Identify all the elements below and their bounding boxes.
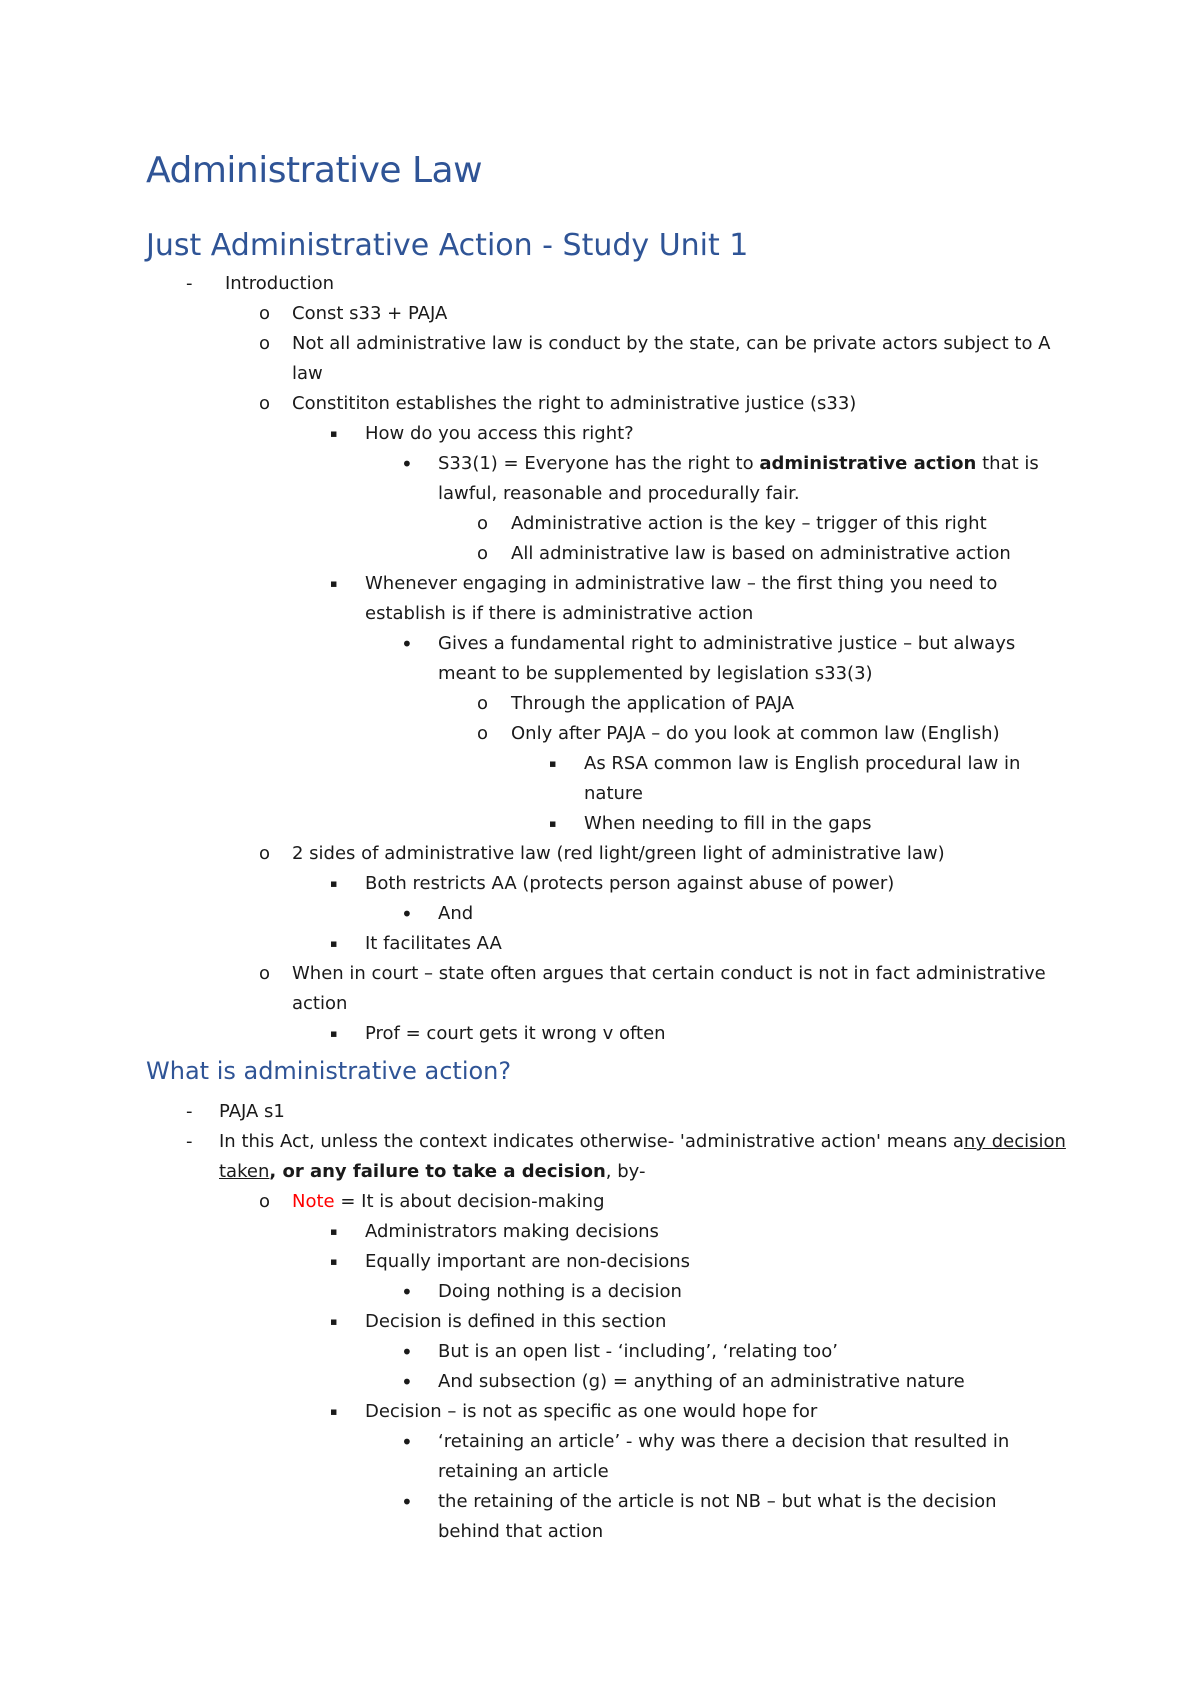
dot-bullet: • [401, 1340, 413, 1364]
dot-bullet: • [401, 1370, 413, 1394]
dot-bullet: • [401, 1280, 413, 1304]
dot-bullet: • [401, 452, 413, 476]
square-bullet: ▪ [330, 1027, 338, 1040]
square-bullet: ▪ [330, 577, 338, 590]
note-label: Note [292, 1191, 335, 1212]
list-item: All administrative law is based on administrative action [511, 543, 1011, 564]
dash-bullet: - [186, 1101, 193, 1122]
underlined-text: taken [219, 1161, 270, 1182]
list-item: Only after PAJA – do you look at common law (English) [511, 723, 1000, 744]
list-item: Administrators making decisions [365, 1221, 659, 1242]
list-item-continuation: behind that action [438, 1521, 604, 1542]
list-item-continuation: establish is if there is administrative action [365, 603, 754, 624]
list-item-continuation: law [292, 363, 323, 384]
list-item: And [438, 903, 474, 924]
bold-text: administrative action [759, 453, 977, 474]
square-bullet: ▪ [549, 817, 557, 830]
list-item: How do you access this right? [365, 423, 634, 444]
list-item: Through the application of PAJA [511, 693, 795, 714]
list-item: And subsection (g) = anything of an administrative nature [438, 1371, 965, 1392]
list-item: It facilitates AA [365, 933, 502, 954]
square-bullet: ▪ [330, 877, 338, 890]
square-bullet: ▪ [330, 1315, 338, 1328]
circle-bullet: o [259, 1191, 271, 1212]
list-item-continuation: lawful, reasonable and procedurally fair. [438, 483, 800, 504]
square-bullet: ▪ [549, 757, 557, 770]
heading-what-is-administrative-action: What is administrative action? [146, 1057, 512, 1085]
list-item: Gives a fundamental right to administrative justice – but always [438, 633, 1016, 654]
list-item: Const s33 + PAJA [292, 303, 448, 324]
list-item: Decision – is not as specific as one would hope for [365, 1401, 818, 1422]
bold-text: , or any failure to take a decision [269, 1161, 606, 1182]
list-item: S33(1) = Everyone has the right to administrative action that is [438, 453, 1039, 474]
list-item: When in court – state often argues that certain conduct is not in fact administrative [292, 963, 1046, 984]
heading-study-unit: Just Administrative Action - Study Unit 1 [146, 228, 749, 263]
list-item-continuation: nature [584, 783, 643, 804]
dot-bullet: • [401, 1490, 413, 1514]
list-item: Prof = court gets it wrong v often [365, 1023, 666, 1044]
circle-bullet: o [477, 723, 489, 744]
circle-bullet: o [259, 393, 271, 414]
list-item: Administrative action is the key – trigger of this right [511, 513, 987, 534]
list-item: Note = It is about decision-making [292, 1191, 605, 1212]
list-item: 2 sides of administrative law (red light/green light of administrative law) [292, 843, 945, 864]
list-item-continuation: taken, or any failure to take a decision, by- [219, 1161, 646, 1182]
list-item: Doing nothing is a decision [438, 1281, 682, 1302]
list-item: Equally important are non-decisions [365, 1251, 690, 1272]
list-item: But is an open list - ‘including’, ‘relating too’ [438, 1341, 838, 1362]
list-item-continuation: meant to be supplemented by legislation s33(3) [438, 663, 873, 684]
list-item-continuation: retaining an article [438, 1461, 609, 1482]
square-bullet: ▪ [330, 1405, 338, 1418]
list-item: Decision is defined in this section [365, 1311, 667, 1332]
circle-bullet: o [477, 513, 489, 534]
dot-bullet: • [401, 1430, 413, 1454]
circle-bullet: o [259, 963, 271, 984]
circle-bullet: o [477, 693, 489, 714]
square-bullet: ▪ [330, 427, 338, 440]
list-item: When needing to fill in the gaps [584, 813, 872, 834]
circle-bullet: o [259, 303, 271, 324]
list-item: As RSA common law is English procedural law in [584, 753, 1021, 774]
list-item: In this Act, unless the context indicates otherwise- 'administrative action' means any decision [219, 1131, 1066, 1152]
square-bullet: ▪ [330, 937, 338, 950]
document-title: Administrative Law [146, 150, 483, 191]
dash-bullet: - [186, 1131, 193, 1152]
underlined-text: ny decision [963, 1131, 1066, 1152]
dash-bullet: - [186, 273, 193, 294]
dot-bullet: • [401, 902, 413, 926]
circle-bullet: o [477, 543, 489, 564]
dot-bullet: • [401, 632, 413, 656]
list-item: ‘retaining an article’ - why was there a decision that resulted in [438, 1431, 1010, 1452]
list-item: Not all administrative law is conduct by the state, can be private actors subject to A [292, 333, 1051, 354]
list-item: Introduction [225, 273, 335, 294]
list-item: Constititon establishes the right to administrative justice (s33) [292, 393, 857, 414]
circle-bullet: o [259, 843, 271, 864]
list-item: the retaining of the article is not NB – but what is the decision [438, 1491, 997, 1512]
list-item: PAJA s1 [219, 1101, 285, 1122]
list-item: Both restricts AA (protects person against abuse of power) [365, 873, 895, 894]
list-item: Whenever engaging in administrative law – the first thing you need to [365, 573, 998, 594]
list-item-continuation: action [292, 993, 348, 1014]
square-bullet: ▪ [330, 1225, 338, 1238]
circle-bullet: o [259, 333, 271, 354]
square-bullet: ▪ [330, 1255, 338, 1268]
